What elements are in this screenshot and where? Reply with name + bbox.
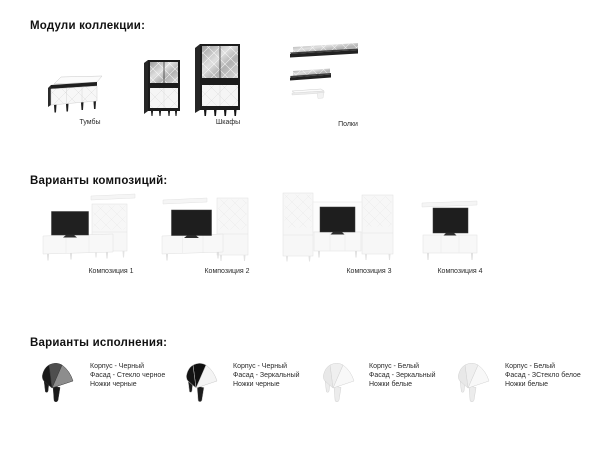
tumba-drawing — [46, 73, 104, 116]
comp3-cabinet-left — [283, 193, 313, 262]
composition-4-label: Композиция 4 — [437, 268, 483, 275]
composition-2-label: Композиция 2 — [204, 268, 250, 275]
finish-swatch-2 — [184, 360, 220, 408]
comp1-tv — [52, 212, 89, 238]
finish-4-line-facade: Фасад - ЗСтекло белое — [505, 372, 581, 379]
cabinet-tall-lower-doors — [202, 85, 238, 106]
cabinet-short-glass-doors — [150, 62, 178, 83]
composition-1-illustration — [40, 192, 138, 262]
finish-swatch-4 — [456, 360, 492, 408]
cabinet-short-drawing — [142, 58, 182, 117]
composition-4-illustration — [420, 192, 482, 262]
composition-1-drawing — [40, 192, 138, 262]
finish-4-description — [505, 362, 581, 389]
composition-3-illustration — [281, 191, 397, 263]
finish-3-line-body: Корпус - Белый — [369, 363, 420, 370]
finish-swatch-1-drawing — [40, 360, 76, 408]
finish-2-line-facade: Фасад - Зеркальный — [233, 372, 300, 379]
shelf-small — [292, 89, 324, 99]
finish-1-description — [90, 362, 165, 389]
composition-2-illustration — [158, 192, 252, 262]
finish-2-line-legs: Ножки черные — [233, 381, 280, 388]
comp3-tv-stand — [314, 232, 361, 258]
finish-3-line-facade: Фасад - Зеркальный — [369, 372, 436, 379]
comp4-tv — [433, 208, 468, 236]
shelf-medium — [290, 69, 331, 81]
tumba-illustration — [46, 73, 104, 116]
shelves-drawing — [285, 42, 361, 104]
finish-3-description — [369, 362, 436, 389]
finish-1-line-body: Корпус - Черный — [90, 363, 145, 370]
module-label-shkafy: Шкафы — [215, 119, 241, 126]
composition-2-drawing — [158, 192, 252, 262]
composition-3-label: Композиция 3 — [346, 268, 392, 275]
comp3-cabinet-right — [362, 195, 393, 260]
cabinet-tall-drawing — [192, 42, 243, 117]
module-label-tumby: Тумбы — [79, 119, 101, 126]
finish-swatch-2-drawing — [184, 360, 220, 408]
comp2-tv — [172, 210, 212, 238]
finish-2-description — [233, 362, 300, 389]
shelves-illustration — [285, 42, 361, 104]
finish-1-line-legs: Ножки черные — [90, 381, 137, 388]
modules-heading: Модули коллекции: — [30, 20, 146, 32]
cabinet-tall-legs — [204, 110, 237, 116]
finish-3-line-legs: Ножки белые — [369, 381, 413, 388]
composition-4-drawing — [420, 192, 482, 262]
finish-2-line-body: Корпус - Черный — [233, 363, 288, 370]
finish-swatch-3-drawing — [321, 360, 357, 408]
cabinet-short-lower-doors — [150, 88, 178, 108]
module-label-polki: Полки — [338, 121, 358, 128]
finishes-heading: Варианты исполнения: — [30, 337, 168, 349]
compositions-heading: Варианты композиций: — [30, 175, 168, 187]
shelf-long — [290, 43, 358, 58]
finish-swatch-3 — [321, 360, 357, 408]
comp4-tv-stand — [423, 235, 477, 260]
finish-swatch-1 — [40, 360, 76, 408]
finish-4-line-legs: Ножки белые — [505, 381, 549, 388]
finish-1-line-facade: Фасад - Стекло черное — [90, 372, 166, 379]
cabinet-tall-glass-doors — [202, 46, 238, 78]
comp3-tv — [320, 207, 355, 235]
finish-4-line-body: Корпус - Белый — [505, 363, 556, 370]
finish-swatch-4-drawing — [456, 360, 492, 408]
cabinet-short-illustration — [142, 58, 182, 117]
comp1-tv-stand — [43, 234, 113, 261]
cabinet-short-legs — [151, 111, 177, 116]
composition-3-drawing — [281, 191, 397, 263]
cabinet-tall-illustration — [192, 42, 243, 117]
composition-1-label: Композиция 1 — [88, 268, 134, 275]
